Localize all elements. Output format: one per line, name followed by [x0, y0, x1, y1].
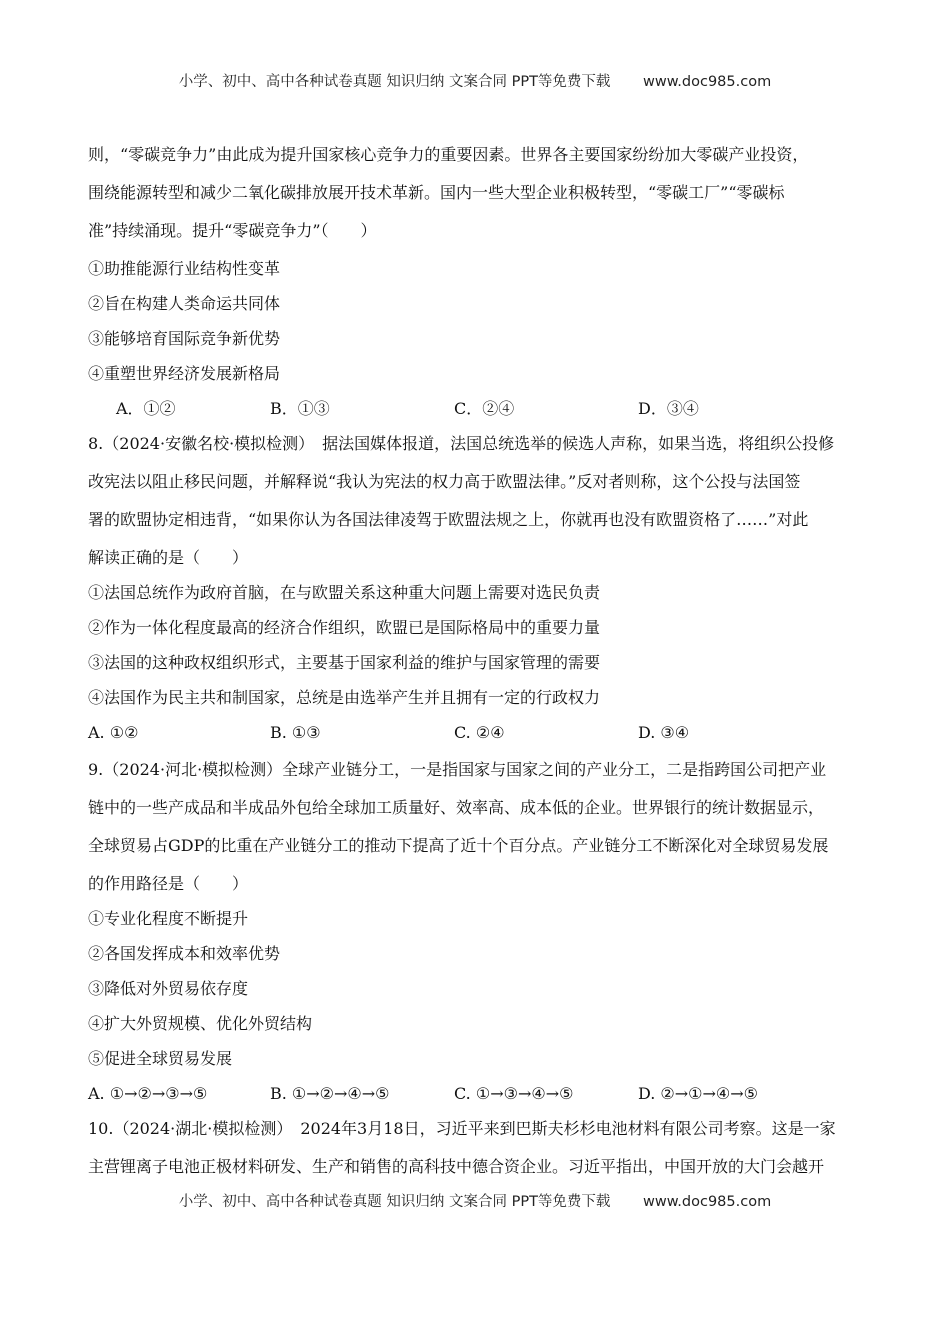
q8-option-d: D. ③④ [638, 723, 690, 742]
header-title: 小学、初中、高中各种试卷真题 知识归纳 文案合同 PPT等免费下载 [178, 74, 611, 90]
q8-statement-3: ③法国的这种政权组织形式，主要基于国家利益的维护与国家管理的需要 [88, 653, 601, 672]
q9-statement-5: ⑤促进全球贸易发展 [88, 1049, 233, 1068]
q7-option-a: A．①② [116, 399, 176, 418]
q8-stem-line-1: 8.（2024·安徽名校·模拟检测） 据法国媒体报道，法国总统选举的候选人声称，如果当选，将组织公投修 [88, 434, 835, 453]
q9-option-a: A. ①→②→③→⑤ [88, 1084, 208, 1103]
page-header [0, 70, 950, 91]
q7-option-b: B．①③ [270, 399, 330, 418]
q9-option-b: B. ①→②→④→⑤ [270, 1084, 390, 1103]
q7-stem-line-2: 围绕能源转型和减少二氧化碳排放展开技术革新。国内一些大型企业积极转型，“零碳工厂”“零碳标 [88, 183, 785, 202]
q9-stem-line-4: 的作用路径是（ ） [88, 874, 249, 893]
footer-site-link[interactable]: www.doc985.com [643, 1194, 772, 1210]
header-site-link[interactable]: www.doc985.com [643, 74, 772, 90]
q7-option-d: D．③④ [638, 399, 699, 418]
q9-option-d: D. ②→①→④→⑤ [638, 1084, 759, 1103]
q9-stem-line-1: 9.（2024·河北·模拟检测）全球产业链分工，一是指国家与国家之间的产业分工，二是指跨国公司把产业 [88, 760, 827, 779]
footer-title: 小学、初中、高中各种试卷真题 知识归纳 文案合同 PPT等免费下载 [178, 1194, 611, 1210]
q7-stem-line-1: 则，“零碳竞争力”由此成为提升国家核心竞争力的重要因素。世界各主要国家纷纷加大零碳产业投资， [88, 145, 809, 164]
q7-statement-2: ②旨在构建人类命运共同体 [88, 294, 281, 313]
q8-statement-2: ②作为一体化程度最高的经济合作组织，欧盟已是国际格局中的重要力量 [88, 618, 601, 637]
q9-option-c: C. ①→③→④→⑤ [454, 1084, 574, 1103]
q8-stem-line-3: 署的欧盟协定相违背，“如果你认为各国法律凌驾于欧盟法规之上，你就再也没有欧盟资格了……”对此 [88, 510, 809, 529]
q7-statement-3: ③能够培育国际竞争新优势 [88, 329, 281, 348]
q9-statement-3: ③降低对外贸易依存度 [88, 979, 249, 998]
q9-statement-4: ④扩大外贸规模、优化外贸结构 [88, 1014, 313, 1033]
q9-stem-line-2: 链中的一些产成品和半成品外包给全球加工质量好、效率高、成本低的企业。世界银行的统计数据显示， [88, 798, 825, 817]
q10-stem-line-1: 10.（2024·湖北·模拟检测） 2024年3月18日，习近平来到巴斯夫杉杉电池材料有限公司考察。这是一家 [88, 1119, 836, 1138]
q10-stem-line-2: 主营锂离子电池正极材料研发、生产和销售的高科技中德合资企业。习近平指出，中国开放的大门会越开 [88, 1157, 825, 1176]
q7-stem-line-3: 准”持续涌现。提升“零碳竞争力”（ ） [88, 221, 377, 240]
q9-statement-2: ②各国发挥成本和效率优势 [88, 944, 281, 963]
q9-statement-1: ①专业化程度不断提升 [88, 909, 249, 928]
q8-statement-4: ④法国作为民主共和制国家，总统是由选举产生并且拥有一定的行政权力 [88, 688, 601, 707]
q8-stem-line-2: 改宪法以阻止移民问题，并解释说“我认为宪法的权力高于欧盟法律。”反对者则称，这个公投与法国签 [88, 472, 801, 491]
q8-option-a: A. ①② [88, 723, 139, 742]
q8-statement-1: ①法国总统作为政府首脑，在与欧盟关系这种重大问题上需要对选民负责 [88, 583, 601, 602]
q7-statement-4: ④重塑世界经济发展新格局 [88, 364, 281, 383]
q8-option-c: C. ②④ [454, 723, 505, 742]
q7-statement-1: ①助推能源行业结构性变革 [88, 259, 281, 278]
q8-stem-line-4: 解读正确的是（ ） [88, 548, 249, 567]
q9-stem-line-3: 全球贸易占GDP的比重在产业链分工的推动下提高了近十个百分点。产业链分工不断深化对全球贸易发展 [88, 836, 829, 855]
page-footer [0, 1190, 950, 1211]
q7-option-c: C．②④ [454, 399, 515, 418]
q8-option-b: B. ①③ [270, 723, 321, 742]
